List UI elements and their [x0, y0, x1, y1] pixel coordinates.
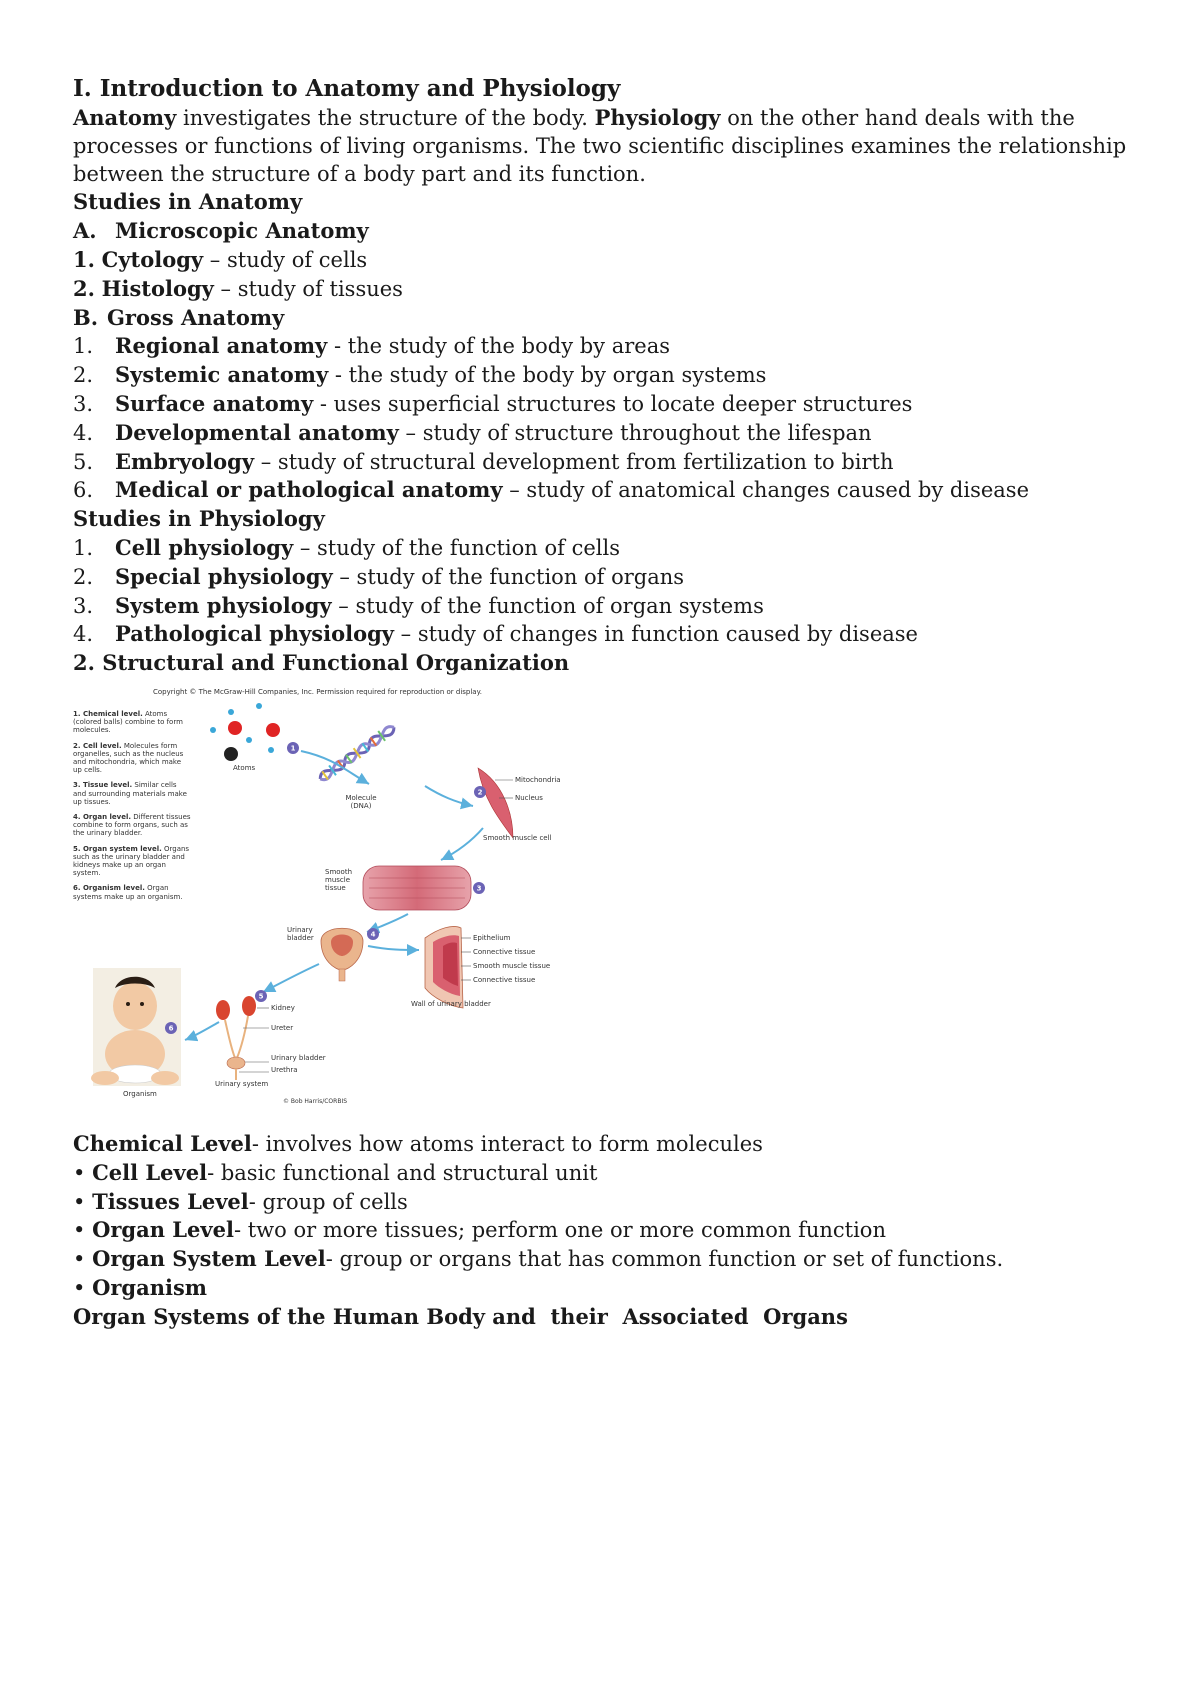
list-item: 3. System physiology – study of the function of organ systems	[73, 592, 764, 618]
physiology-text: on the other hand deals with the processes or functions of living organisms. The two scientific disciplines examines the relationship between the structure of a body part and its function.	[73, 106, 1127, 186]
step-number: 1	[290, 744, 296, 753]
dna-molecule-icon	[317, 722, 398, 783]
label-bladder-wall: Wall of urinary bladder	[411, 999, 491, 1008]
label-kidney: Kidney	[271, 1003, 295, 1012]
step-number: 5	[258, 992, 264, 1001]
label-urinary-system: Urinary system	[215, 1079, 269, 1088]
page-title: I. Introduction to Anatomy and Physiology	[73, 75, 621, 102]
list-item: 1. Cytology – study of cells	[73, 246, 368, 272]
label-urinary-bladder: Urinary bladder	[287, 925, 314, 942]
level-item: • Organ Level- two or more tissues; perform one or more common function	[73, 1217, 886, 1243]
label-epithelium: Epithelium	[473, 933, 511, 942]
label-nucleus: Nucleus	[515, 793, 543, 802]
level-item: • Tissues Level- group of cells	[73, 1188, 408, 1214]
label-mitochondria: Mitochondria	[515, 775, 561, 784]
atoms-icon	[210, 703, 280, 761]
label-smooth-muscle-tissue: Smooth muscle tissue	[325, 867, 353, 892]
step-number: 2	[477, 788, 483, 797]
microscopic-heading: A. Microscopic Anatomy	[73, 218, 369, 244]
organization-figure	[73, 688, 633, 1108]
label-photo-credit: © Bob Harris/CORBIS	[283, 1097, 348, 1105]
list-item: 2. Systemic anatomy - the study of the body by organ systems	[73, 362, 767, 388]
step-number: 3	[476, 884, 482, 893]
legend-item: 5. Organ system level. Organs such as the urinary bladder and kidneys make up an organ system.	[73, 844, 190, 878]
level-item: • Organ System Level- group or organs that has common function or set of functions.	[73, 1246, 1004, 1272]
urinary-bladder-icon	[321, 928, 363, 981]
label-organism: Organism	[123, 1089, 157, 1098]
label-connective-tissue-outer: Connective tissue	[473, 975, 536, 984]
label-bladder-system: Urinary bladder	[271, 1053, 326, 1062]
list-item: 5. Embryology – study of structural development from fertilization to birth	[73, 448, 894, 474]
list-item: 1. Cell physiology – study of the function of cells	[73, 534, 620, 560]
label-atoms: Atoms	[233, 763, 256, 772]
legend-item: 4. Organ level. Different tissues combine to form organs, such as the urinary bladder.	[73, 812, 191, 838]
figure-copyright: Copyright © The McGraw-Hill Companies, Inc. Permission required for reproduction or display.	[153, 687, 482, 696]
level-item: Chemical Level- involves how atoms interact to form molecules	[73, 1130, 763, 1156]
figure-legend	[73, 710, 191, 908]
closing-heading: Organ Systems of the Human Body and their Associated Organs	[73, 1303, 848, 1329]
section-heading: 2. Structural and Functional Organization	[73, 650, 570, 676]
urinary-system-icon	[216, 996, 256, 1080]
bladder-wall-icon	[425, 926, 463, 1008]
list-item: 2. Histology – study of tissues	[73, 275, 403, 301]
smooth-muscle-cell-icon	[478, 768, 513, 838]
anatomy-heading: Studies in Anatomy	[73, 189, 303, 215]
label-smooth-muscle-cell: Smooth muscle cell	[483, 833, 552, 842]
smooth-muscle-tissue-icon	[363, 866, 471, 910]
physiology-term: Physiology	[594, 105, 721, 130]
list-item: 2. Special physiology – study of the function of organs	[73, 563, 685, 589]
label-urethra: Urethra	[271, 1065, 298, 1074]
level-item: • Organism	[73, 1274, 207, 1300]
physiology-heading: Studies in Physiology	[73, 506, 325, 532]
anatomy-text: investigates the structure of the body.	[176, 106, 595, 130]
gross-heading: B. Gross Anatomy	[73, 304, 285, 330]
label-ureter: Ureter	[271, 1023, 294, 1032]
list-item: 4. Pathological physiology – study of changes in function caused by disease	[73, 621, 918, 647]
list-item: 1. Regional anatomy - the study of the body by areas	[73, 333, 670, 359]
list-item: 6. Medical or pathological anatomy – study of anatomical changes caused by disease	[73, 477, 1030, 503]
list-item: 3. Surface anatomy - uses superficial structures to locate deeper structures	[73, 390, 913, 416]
level-item: • Cell Level- basic functional and structural unit	[73, 1159, 598, 1185]
document-page	[73, 74, 1133, 1332]
label-molecule: Molecule (DNA)	[345, 793, 377, 810]
label-smooth-muscle-tissue-wall: Smooth muscle tissue	[473, 961, 551, 970]
legend-item: 6. Organism level. Organ systems make up an organism.	[73, 884, 183, 901]
legend-item: 1. Chemical level. Atoms (colored balls) combine to form molecules.	[73, 709, 183, 735]
legend-item: 3. Tissue level. Similar cells and surrounding materials make up tissues.	[73, 781, 187, 806]
legend-item: 2. Cell level. Molecules form organelles, such as the nucleus and mitochondria, which make up cells.	[73, 741, 184, 775]
step-number: 6	[168, 1024, 174, 1033]
step-number: 4	[370, 930, 376, 939]
anatomy-term: Anatomy	[73, 105, 177, 130]
list-item: 4. Developmental anatomy – study of structure throughout the lifespan	[73, 419, 872, 445]
intro-paragraph	[73, 104, 1133, 188]
label-connective-tissue: Connective tissue	[473, 947, 536, 956]
